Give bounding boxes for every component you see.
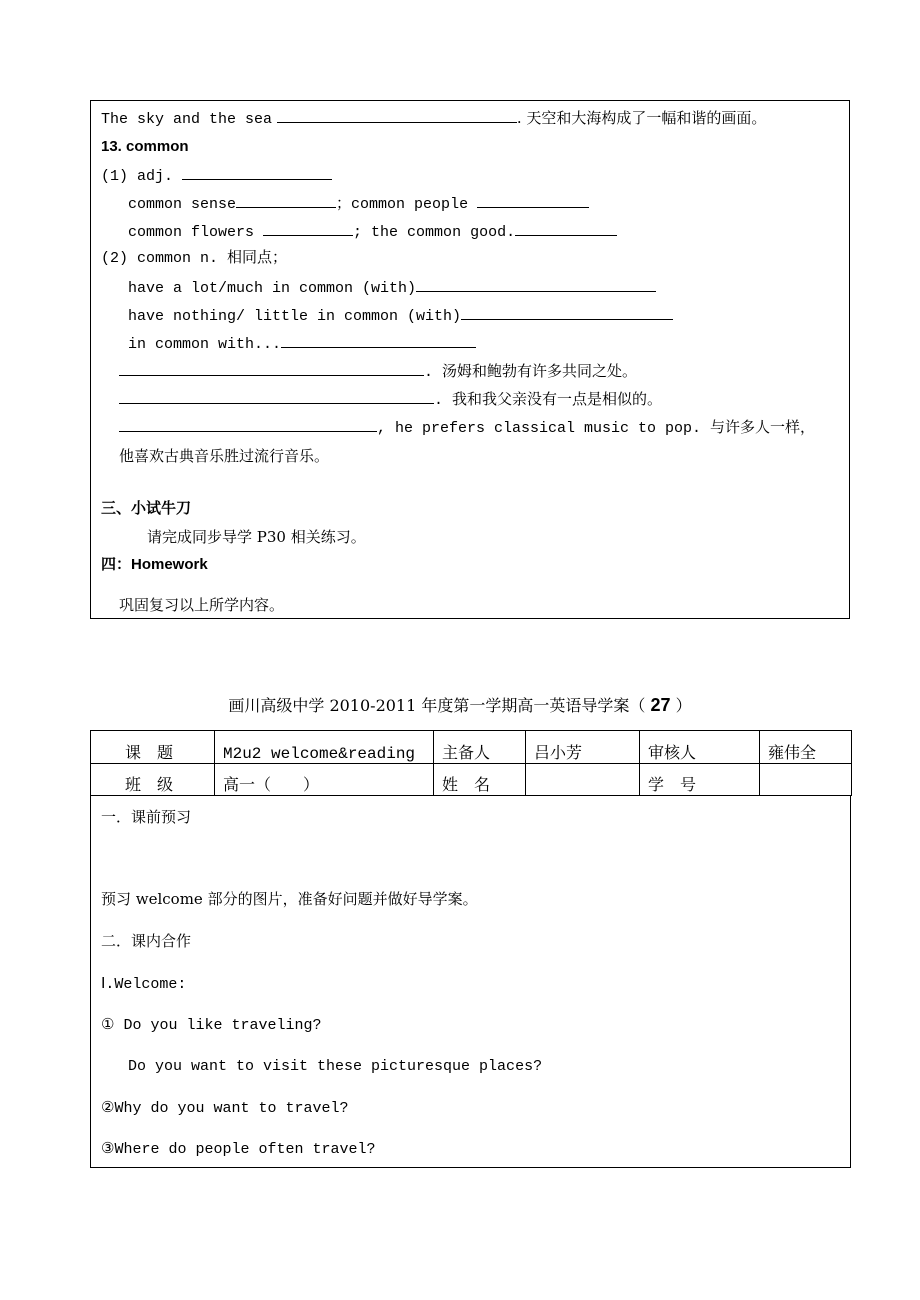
answer-blank[interactable] [277,108,517,123]
class-value[interactable]: 高一（ ） [215,764,434,796]
translation-line-3: , he prefers classical music to pop. 与许多人一样， [119,417,815,439]
question-1b: Do you want to visit these picturesque places? [128,1058,543,1075]
question-2: ②Why do you want to travel? [101,1100,349,1117]
translation-line-1: . 汤姆和鲍勃有许多共同之处。 [119,361,637,383]
phrase-line-3: in common with... [128,333,476,355]
reviewer-label: 审核人 [640,731,760,764]
table-row [91,764,852,796]
lesson-box [90,795,851,1168]
subject-value: M2u2 welcome&reading [215,731,434,764]
answer-blank[interactable] [515,221,617,236]
exercise-instruction: 请完成同步导学 P30 相关练习。 [147,528,366,546]
sky-sea-sentence: The sky and the sea . 天空和大海构成了一幅和谐的画面。 [101,109,767,128]
answer-blank[interactable] [477,193,589,208]
common-sense-line: common sense ；common people [128,193,589,215]
answer-blank[interactable] [236,193,336,208]
phrase-line-2: have nothing/ little in common (with) [128,305,673,327]
page-title: 画川高级中学 2010-2011 年度第一学期高一英语导学案（ 27 ） [228,695,692,715]
name-field[interactable] [526,764,640,796]
preview-instruction: 预习 welcome 部分的图片，准备好问题并做好导学案。 [101,890,478,908]
name-label: 姓 名 [434,764,526,796]
noun-line: (2) common n. 相同点； [101,250,288,267]
answer-blank[interactable] [461,305,673,320]
answer-blank[interactable] [263,221,353,236]
answer-blank[interactable] [119,389,434,404]
class-label: 班 级 [91,764,215,796]
reviewer-value: 雍伟全 [760,731,852,764]
translation-line-2: . 我和我父亲没有一点是相似的。 [119,389,662,411]
info-table [90,730,852,796]
item-13-heading: 13. common [101,138,189,155]
subject-label: 课 题 [91,731,215,764]
section-3-heading: 三、小试牛刀 [101,500,192,517]
common-flowers-line: common flowers ; the common good. [128,221,617,243]
author-label: 主备人 [434,731,526,764]
translation-line-3-cont: 他喜欢古典音乐胜过流行音乐。 [119,447,330,465]
answer-blank[interactable] [416,277,656,292]
answer-blank[interactable] [119,417,377,432]
review-instruction: 巩固复习以上所学内容。 [119,596,285,614]
answer-blank[interactable] [281,333,476,348]
table-row [91,731,852,764]
answer-blank[interactable] [119,361,424,376]
question-3: ③Where do people often travel? [101,1141,376,1158]
exercise-box [90,100,850,619]
preview-heading: 一．课前预习 [101,808,192,826]
student-number-field[interactable] [760,764,852,796]
welcome-heading: Ⅰ.Welcome: [101,976,187,993]
author-value: 吕小芳 [526,731,640,764]
adj-line: (1) adj. [101,165,332,187]
cooperation-heading: 二．课内合作 [101,932,192,950]
phrase-line-1: have a lot/much in common (with) [128,277,656,299]
question-1: ① Do you like traveling? [101,1017,322,1034]
answer-blank[interactable] [182,165,332,180]
student-number-label: 学 号 [640,764,760,796]
section-4-heading: 四：Homework [101,556,208,573]
